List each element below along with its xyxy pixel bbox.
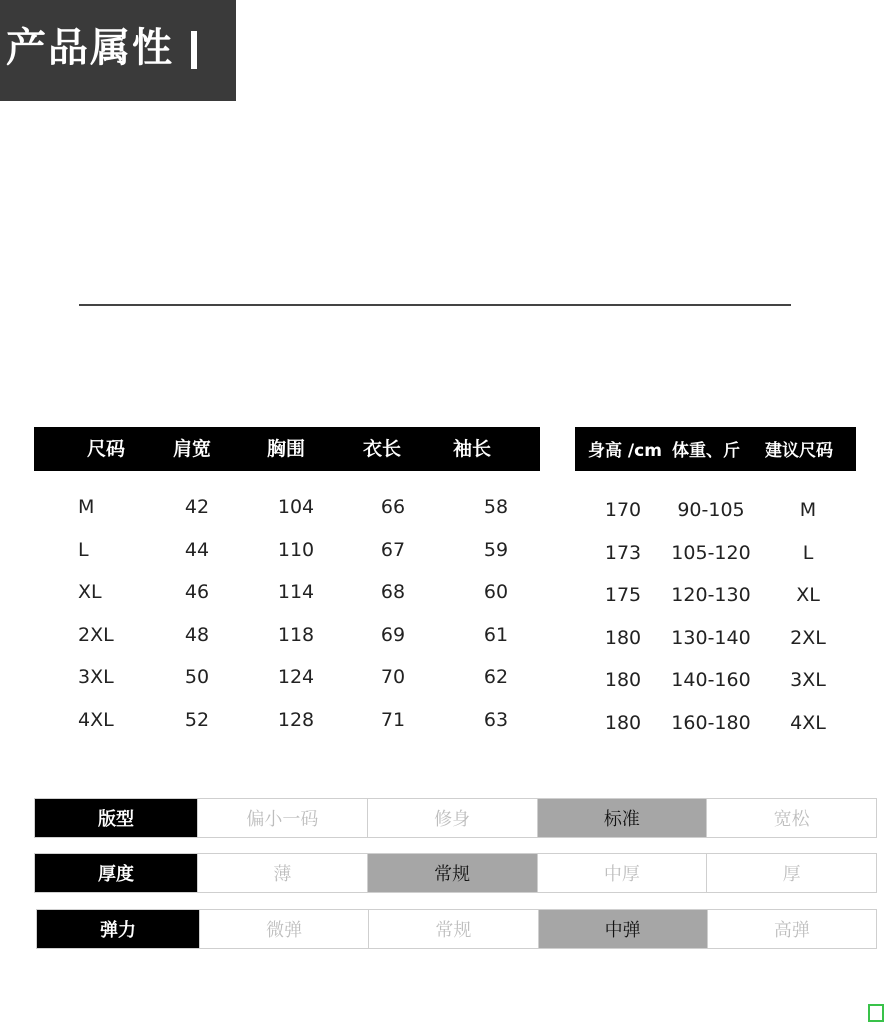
size-table-cell: L	[78, 538, 89, 561]
recommend-table-cell: 170	[604, 499, 642, 521]
recommend-table-cell: 2XL	[790, 626, 826, 649]
attribute-option: 标准	[537, 799, 707, 837]
recommend-table-cell: 130-140	[671, 626, 751, 649]
recommend-table-cell: L	[802, 541, 814, 564]
size-table-row	[34, 571, 540, 614]
size-table-cell: 58	[483, 496, 509, 518]
recommend-table-cell: 90-105	[677, 499, 745, 521]
size-table-cell: XL	[78, 581, 102, 603]
size-table-row	[34, 529, 540, 572]
size-table-row	[34, 486, 540, 529]
size-table-cell: 71	[380, 708, 406, 731]
attribute-option: 常规	[367, 854, 537, 892]
attribute-option: 薄	[197, 854, 367, 892]
recommend-table-cell: 180	[604, 711, 642, 734]
size-table-cell: 68	[380, 581, 406, 603]
header-block	[0, 0, 236, 101]
size-table-cell: 2XL	[78, 623, 114, 646]
attribute-row	[36, 909, 877, 949]
size-table-cell: M	[78, 496, 95, 518]
recommend-table-cell: 105-120	[671, 541, 751, 564]
size-table-cell: 52	[184, 708, 210, 731]
attribute-option: 常规	[368, 910, 537, 948]
recommend-table-cell: 120-130	[671, 584, 751, 606]
size-header-cell: 胸围	[266, 438, 306, 460]
recommend-table-row	[575, 702, 856, 745]
recommend-table-cell: 180	[604, 669, 642, 691]
size-table-cell: 46	[184, 581, 210, 603]
size-table-cell: 59	[483, 538, 509, 561]
recommend-table-row	[575, 489, 856, 532]
attribute-label: 弹力	[37, 910, 199, 948]
size-table-cell: 60	[483, 581, 509, 603]
corner-mark-icon	[868, 1004, 884, 1022]
size-table-cell: 61	[483, 623, 509, 646]
size-table-cell: 110	[277, 538, 315, 561]
recommend-table-header	[575, 427, 856, 471]
recommend-table-cell: 173	[604, 541, 642, 564]
size-table-header	[34, 427, 540, 471]
size-table-cell: 104	[277, 496, 315, 518]
attribute-option: 偏小一码	[197, 799, 367, 837]
recommend-table-row	[575, 574, 856, 617]
attribute-row	[34, 798, 877, 838]
size-table-cell: 48	[184, 623, 210, 646]
recommend-table-cell: 3XL	[790, 669, 826, 691]
page-title: 产品属性	[6, 25, 174, 71]
size-table-cell: 69	[380, 623, 406, 646]
size-table-cell: 118	[277, 623, 315, 646]
recommend-header-cell: 建议尺码	[765, 441, 833, 461]
attribute-option: 修身	[367, 799, 537, 837]
recommend-header-cell: 体重、斤	[672, 441, 740, 461]
size-header-cell: 衣长	[362, 438, 402, 460]
recommend-table-cell: 140-160	[671, 669, 751, 691]
size-table-cell: 128	[277, 708, 315, 731]
attribute-row	[34, 853, 877, 893]
attribute-option: 微弹	[199, 910, 368, 948]
recommend-table-row	[575, 659, 856, 702]
size-table-cell: 114	[277, 581, 315, 603]
size-table-cell: 3XL	[78, 666, 114, 688]
size-table-cell: 62	[483, 666, 509, 688]
size-table-cell: 67	[380, 538, 406, 561]
size-table-row	[34, 614, 540, 657]
size-table-row	[34, 699, 540, 742]
recommend-table	[575, 427, 856, 734]
size-table-cell: 70	[380, 666, 406, 688]
title-accent-bar	[191, 31, 197, 69]
size-table-cell: 44	[184, 538, 210, 561]
size-table-cell: 50	[184, 666, 210, 688]
size-table-cell: 66	[380, 496, 406, 518]
size-table-cell: 124	[277, 666, 315, 688]
attribute-option: 高弹	[707, 910, 876, 948]
size-header-cell: 肩宽	[172, 438, 212, 460]
recommend-table-cell: 4XL	[790, 711, 826, 734]
recommend-table-cell: 160-180	[671, 711, 751, 734]
size-table-cell: 4XL	[78, 708, 114, 731]
attribute-option: 中厚	[537, 854, 707, 892]
size-table	[34, 427, 540, 731]
recommend-table-cell: 180	[604, 626, 642, 649]
attribute-option: 厚	[706, 854, 876, 892]
recommend-header-cell: 身高 /cm	[588, 441, 662, 461]
size-header-cell: 尺码	[86, 438, 126, 460]
recommend-table-cell: 175	[604, 584, 642, 606]
recommend-table-cell: XL	[796, 584, 820, 606]
recommend-table-cell: M	[799, 499, 817, 521]
section-divider	[79, 304, 791, 306]
size-table-row	[34, 656, 540, 699]
attribute-label: 版型	[35, 799, 197, 837]
recommend-table-row	[575, 617, 856, 660]
recommend-table-row	[575, 532, 856, 575]
size-table-cell: 42	[184, 496, 210, 518]
attribute-option: 宽松	[706, 799, 876, 837]
size-header-cell: 袖长	[452, 438, 492, 460]
attribute-label: 厚度	[35, 854, 197, 892]
size-table-cell: 63	[483, 708, 509, 731]
attribute-option: 中弹	[538, 910, 707, 948]
